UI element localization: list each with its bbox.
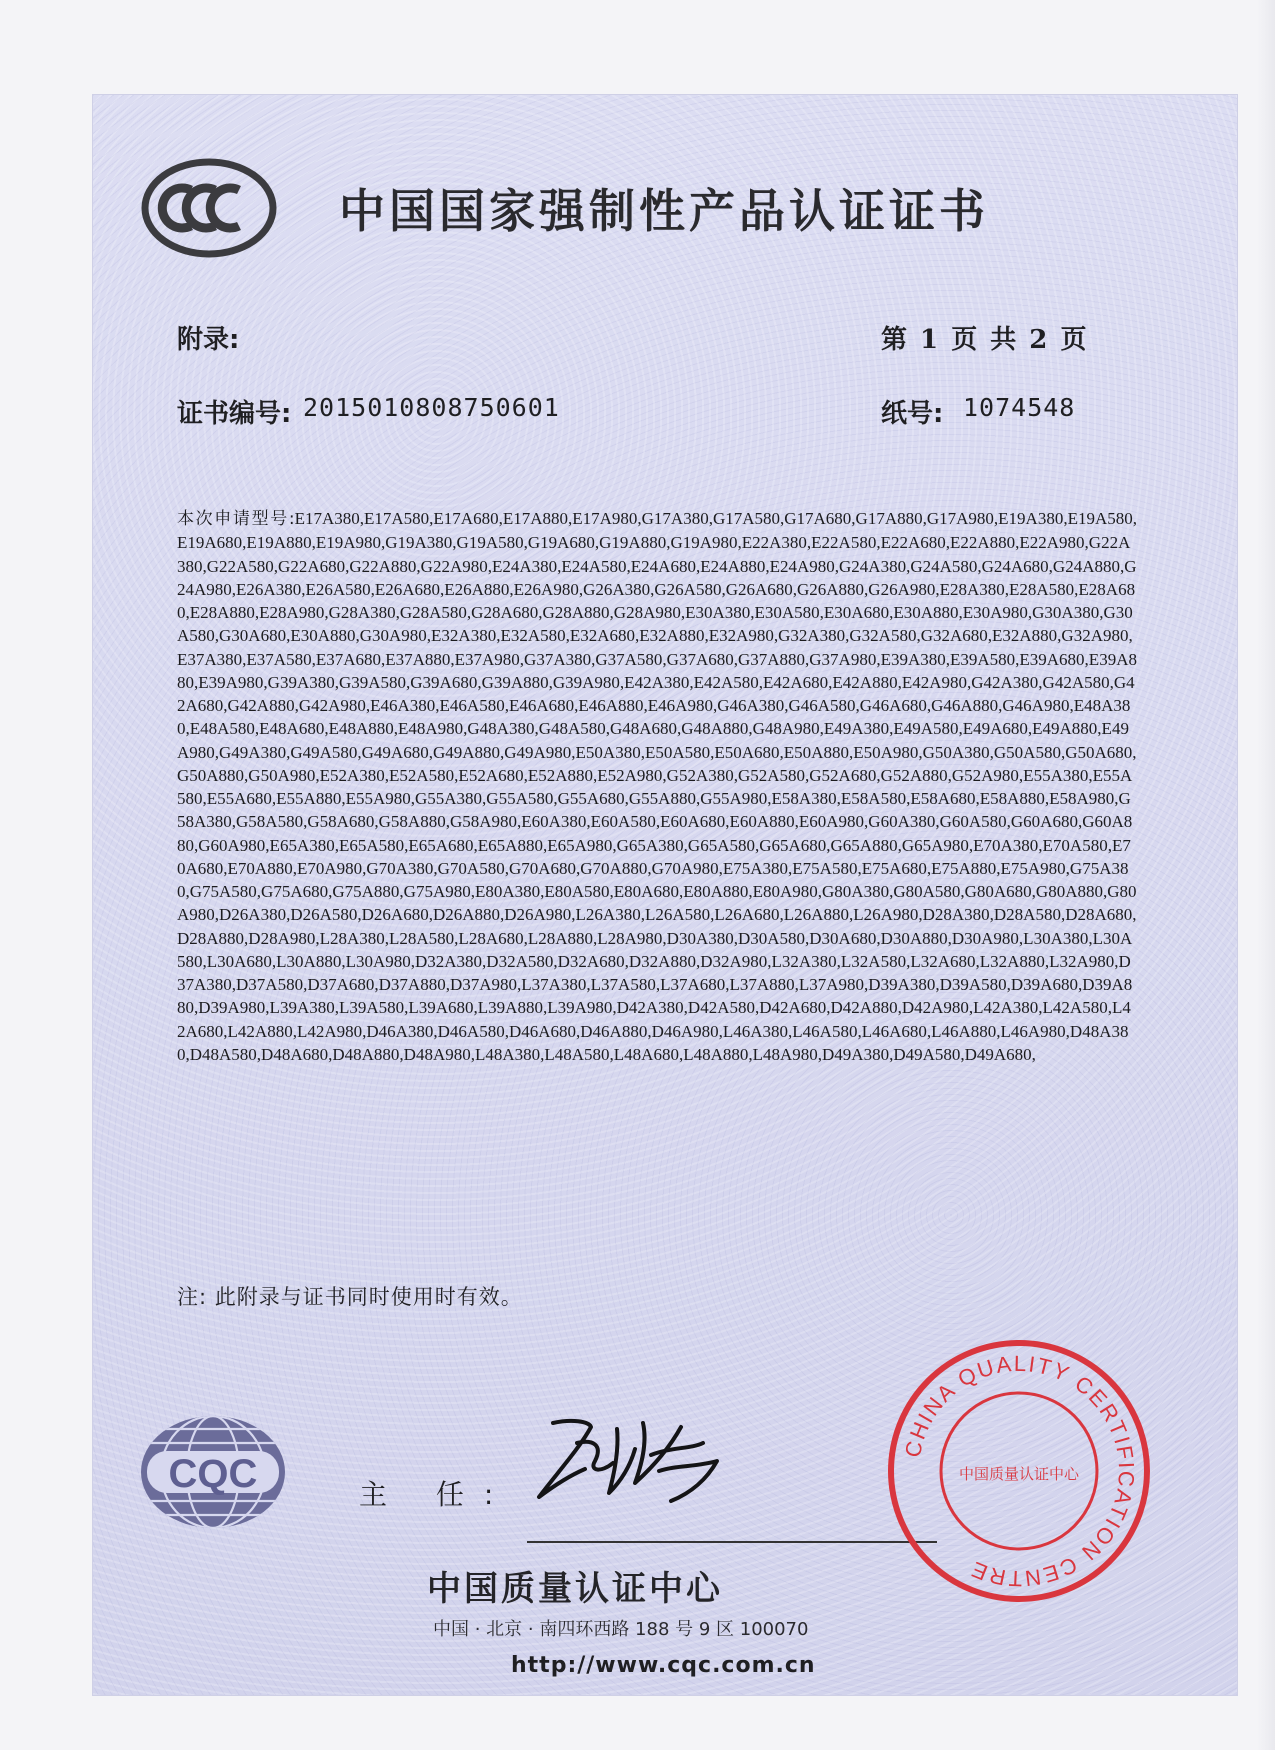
page-indicator: 第 1 页 共 2 页 bbox=[881, 325, 1089, 355]
validity-note: 注: 此附录与证书同时使用时有效。 bbox=[177, 1285, 523, 1309]
ccc-logo-icon bbox=[139, 153, 287, 263]
cqc-logo-text: CQC bbox=[168, 1452, 258, 1496]
cqc-logo-icon bbox=[137, 1413, 289, 1531]
certificate-header bbox=[139, 153, 1189, 263]
model-list bbox=[177, 507, 1137, 1066]
scan-edge bbox=[1257, 0, 1275, 1750]
appendix-label: 附录: bbox=[177, 325, 240, 355]
certificate-number: 2015010808750601 bbox=[303, 393, 560, 422]
paper-number: 1074548 bbox=[963, 393, 1076, 422]
page-title: 中国国家强制性产品认证证书 bbox=[339, 184, 989, 238]
paper-number-label: 纸号: bbox=[881, 399, 944, 429]
model-list-label: 本次申请型号: bbox=[177, 509, 295, 529]
official-seal-icon bbox=[885, 1337, 1153, 1605]
signature-line bbox=[527, 1541, 937, 1543]
ccc-logo-text: CCC bbox=[207, 215, 211, 216]
seal-inner-text: 中国质量认证中心 bbox=[958, 1465, 1080, 1483]
issuing-organization: 中国质量认证中心 bbox=[427, 1569, 723, 1609]
organization-website: http://www.cqc.com.cn bbox=[511, 1653, 816, 1678]
seal-outer-text: CHINA QUALITY CERTIFICATION CENTRE bbox=[899, 1350, 1140, 1592]
certificate-sheet bbox=[92, 94, 1238, 1696]
certificate-number-label: 证书编号: bbox=[177, 399, 292, 429]
organization-address: 中国 · 北京 · 南四环西路 188 号 9 区 100070 bbox=[433, 1619, 809, 1640]
model-list-values: E17A380,E17A580,E17A680,E17A880,E17A980,G17A380,G17A580,G17A680,G17A880,G17A980,E19A380,E19A580,E19A680,E19A880,E19A980,G19A380,G19A580,G19A680,G19A880,G19A980,E22A380,E22A580,E22A680,E22A880,E22A980,G22A380,G22A580,G22A680,G22A880,G22A980,E24A380,E24A580,E24A680,E24A880,E24A980,G24A380,G24A580,G24A680,G24A880,G24A980,E26A380,E26A580,E26A680,E26A880,E26A980,G26A380,G26A580,G26A680,G26A880,G26A980,E28A380,E28A580,E28A680,E28A880,E28A980,G28A380,G28A580,G28A680,G28A880,G28A980,E30A380,E30A580,E30A680,E30A880,E30A980,G30A380,G30A580,G30A680,E30A880,G30A980,E32A380,E32A580,E32A680,E32A880,E32A980,G32A380,G32A580,G32A680,E32A880,G32A980,E37A380,E37A580,E37A680,E37A880,E37A980,G37A380,G37A580,G37A680,G37A880,G37A980,E39A380,E39A580,E39A680,E39A880,E39A980,G39A380,G39A580,G39A680,G39A880,G39A980,E42A380,E42A580,E42A680,E42A880,E42A980,G42A380,G42A580,G42A680,G42A880,G42A980,E46A380,E46A580,E46A680,E46A880,E46A980,G46A380,G46A580,G46A680,G46A880,G46A980,E48A380,E48A580,E48A680,E48A880,E48A980,G48A380,G48A580,G48A680,G48A880,G48A980,E49A380,E49A580,E49A680,E49A880,E49A980,G49A380,G49A580,G49A680,G49A880,G49A980,E50A380,E50A580,E50A680,E50A880,E50A980,G50A380,G50A580,G50A680,G50A880,G50A980,E52A380,E52A580,E52A680,E52A880,E52A980,G52A380,G52A580,G52A680,G52A880,G52A980,E55A380,E55A580,E55A680,E55A880,E55A980,G55A380,G55A580,G55A680,G55A880,G55A980,E58A380,E58A580,E58A680,E58A880,E58A980,G58A380,G58A580,G58A680,G58A880,G58A980,E60A380,E60A580,E60A680,E60A880,E60A980,G60A380,G60A580,G60A680,G60A880,G60A980,E65A380,E65A580,E65A680,E65A880,E65A980,G65A380,G65A580,G65A680,G65A880,G65A980,E70A380,E70A580,E70A680,E70A880,E70A980,G70A380,G70A580,G70A680,G70A880,G70A980,E75A380,E75A580,E75A680,E75A880,E75A980,G75A380,G75A580,G75A680,G75A880,G75A980,E80A380,E80A580,E80A680,E80A880,E80A980,G80A380,G80A580,G80A680,G80A880,G80A980,D26A380,D26A580,D26A680,D26A880,D26A980,L26A380,L26A580,L26A680,L26A880,L26A980,D28A380,D28A580,D28A680,D28A880,D28A980,L28A380,L28A580,L28A680,L28A880,L28A980,D30A380,D30A580,D30A680,D30A880,D30A980,L30A380,L30A580,L30A680,L30A880,L30A980,D32A380,D32A580,D32A680,D32A880,D32A980,L32A380,L32A580,L32A680,L32A880,L32A980,D37A380,D37A580,D37A680,D37A880,D37A980,L37A380,L37A580,L37A680,L37A880,L37A980,D39A380,D39A580,D39A680,D39A880,D39A980,L39A380,L39A580,L39A680,L39A880,L39A980,D42A380,D42A580,D42A680,D42A880,D42A980,L42A380,L42A580,L42A680,L42A880,L42A980,D46A380,D46A580,D46A680,D46A880,D46A980,L46A380,L46A580,L46A680,L46A880,L46A980,D48A380,D48A580,D48A680,D48A880,D48A980,L48A380,L48A580,L48A680,L48A880,L48A980,D49A380,D49A580,D49A680, bbox=[177, 509, 1137, 1064]
director-label: 主 任: bbox=[359, 1478, 514, 1511]
director-signature bbox=[531, 1409, 731, 1509]
